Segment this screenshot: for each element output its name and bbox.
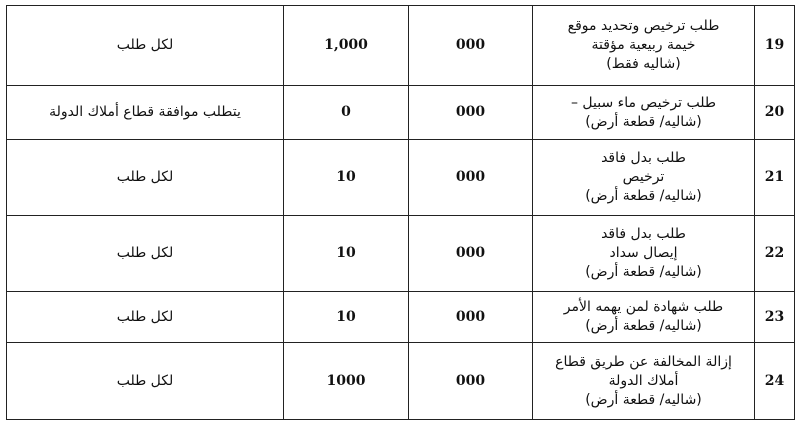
table-row — [7, 292, 795, 343]
table-row — [7, 343, 795, 420]
service-code: 000 — [409, 140, 533, 216]
table-row — [7, 6, 795, 86]
description-line: طلب ترخيص ماء سبيل – — [570, 94, 717, 111]
fee-note: لكل طلب — [7, 140, 284, 216]
service-description — [533, 343, 755, 420]
fee-amount: 10 — [284, 140, 409, 216]
table-row — [7, 216, 795, 292]
row-number: 24 — [755, 343, 795, 420]
row-number: 23 — [755, 292, 795, 343]
service-description — [533, 86, 755, 140]
description-line: (شاليه/ قطعة أرض) — [585, 318, 702, 334]
fee-amount: 10 — [284, 216, 409, 292]
description-line: (شاليه/ قطعة أرض) — [585, 264, 702, 280]
fee-note: لكل طلب — [7, 343, 284, 420]
row-number: 20 — [755, 86, 795, 140]
description-line: خيمة ربيعية مؤقتة — [591, 37, 696, 53]
row-number: 21 — [755, 140, 795, 216]
row-number: 22 — [755, 216, 795, 292]
fees-table — [6, 5, 795, 420]
fee-note: لكل طلب — [7, 292, 284, 343]
table-row — [7, 140, 795, 216]
service-description — [533, 6, 755, 86]
description-line: إزالة المخالفة عن طريق قطاع — [555, 353, 732, 370]
fees-table-body — [7, 6, 795, 420]
service-description — [533, 292, 755, 343]
service-code: 000 — [409, 292, 533, 343]
row-number: 19 — [755, 6, 795, 86]
service-code: 000 — [409, 6, 533, 86]
fee-note: لكل طلب — [7, 6, 284, 86]
fee-amount: 1000 — [284, 343, 409, 420]
description-line: طلب ترخيص وتحديد موقع — [567, 18, 720, 34]
description-line: طلب بدل فاقد — [601, 226, 686, 242]
description-line: (شاليه/ قطعة أرض) — [585, 188, 702, 204]
table-row — [7, 86, 795, 140]
description-line: إيصال سداد — [609, 245, 678, 261]
service-code: 000 — [409, 216, 533, 292]
service-code: 000 — [409, 343, 533, 420]
description-line: أملاك الدولة — [608, 372, 679, 389]
fee-amount: 10 — [284, 292, 409, 343]
service-description — [533, 140, 755, 216]
fee-amount: 1,000 — [284, 6, 409, 86]
description-line: ترخيص — [622, 169, 665, 185]
fee-note: لكل طلب — [7, 216, 284, 292]
description-line: طلب بدل فاقد — [601, 150, 686, 166]
description-line: (شاليه فقط) — [606, 56, 681, 72]
description-line: (شاليه/ قطعة أرض) — [585, 391, 702, 408]
service-code: 000 — [409, 86, 533, 140]
fee-note: يتطلب موافقة قطاع أملاك الدولة — [7, 86, 284, 140]
description-line: طلب شهادة لمن يهمه الأمر — [563, 299, 724, 315]
fee-amount: 0 — [284, 86, 409, 140]
service-description — [533, 216, 755, 292]
description-line: (شاليه/ قطعة أرض) — [585, 113, 702, 130]
